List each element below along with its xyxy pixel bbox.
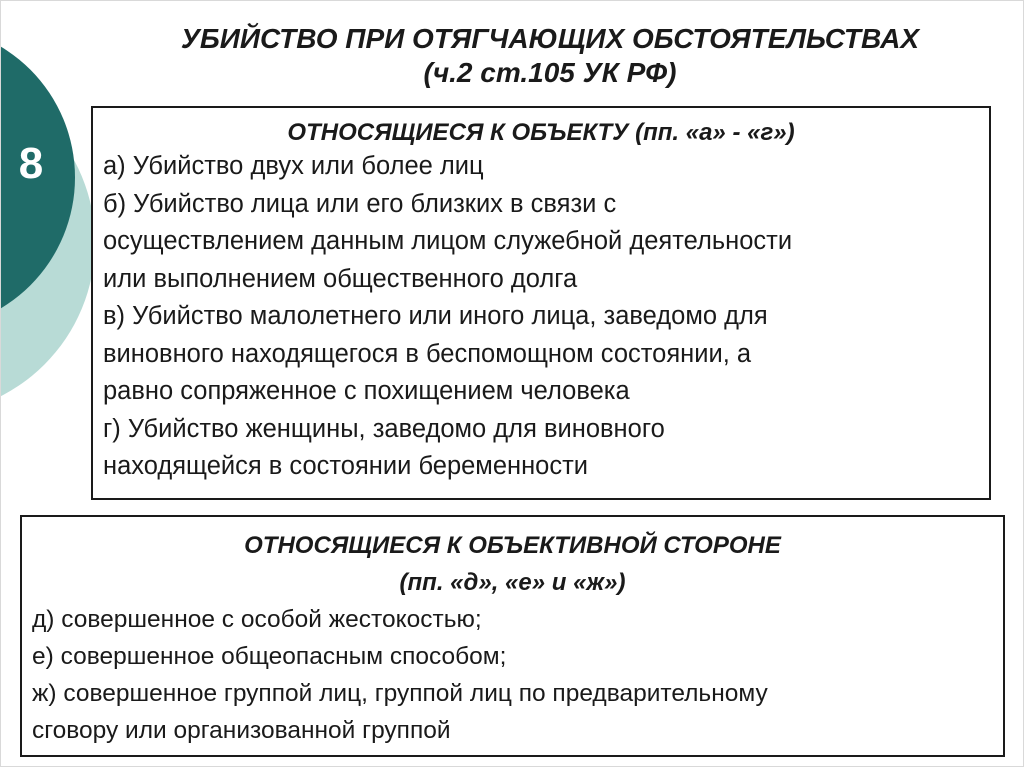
object-line: б) Убийство лица или его близких в связи с <box>103 189 617 218</box>
object-line: или выполнением общественного долга <box>103 264 578 293</box>
objective-side-heading-line-1: ОТНОСЯЩИЕСЯ К ОБЪЕКТИВНОЙ СТОРОНЕ <box>244 532 781 559</box>
objective-side-circumstances-box <box>20 515 1005 757</box>
objective-side-line: е) совершенное общеопасным способом; <box>32 643 507 670</box>
objective-side-line: сговору или организованной группой <box>32 717 451 744</box>
objective-side-heading <box>32 527 993 601</box>
object-line: виновного находящегося в беспомощном состоянии, а <box>103 339 752 368</box>
slide-title-line-1: УБИЙСТВО ПРИ ОТЯГЧАЮЩИХ ОБСТОЯТЕЛЬСТВАХ <box>180 23 920 54</box>
object-line: в) Убийство малолетнего или иного лица, заведомо для <box>103 302 768 330</box>
slide-number: 8 <box>18 139 44 188</box>
object-line: г) Убийство женщины, заведомо для виновного <box>103 414 665 443</box>
object-line: находящейся в состоянии беременности <box>103 452 589 480</box>
object-line: осуществлением данным лицом служебной деятельности <box>103 227 793 255</box>
slide-title <box>100 22 1000 90</box>
object-circumstances-heading: ОТНОСЯЩИЕСЯ К ОБЪЕКТУ (пп. «а» - «г») <box>287 119 795 146</box>
object-circumstances-box <box>91 106 991 500</box>
object-line: равно сопряженное с похищением человека <box>103 377 630 405</box>
objective-side-line: д) совершенное с особой жестокостью; <box>32 606 482 633</box>
slide-title-line-2: (ч.2 ст.105 УК РФ) <box>423 57 677 88</box>
object-line: а) Убийство двух или более лиц <box>103 152 484 180</box>
objective-side-heading-line-2: (пп. «д», «е» и «ж») <box>399 569 626 596</box>
objective-side-line: ж) совершенное группой лиц, группой лиц по предварительному <box>32 680 768 707</box>
